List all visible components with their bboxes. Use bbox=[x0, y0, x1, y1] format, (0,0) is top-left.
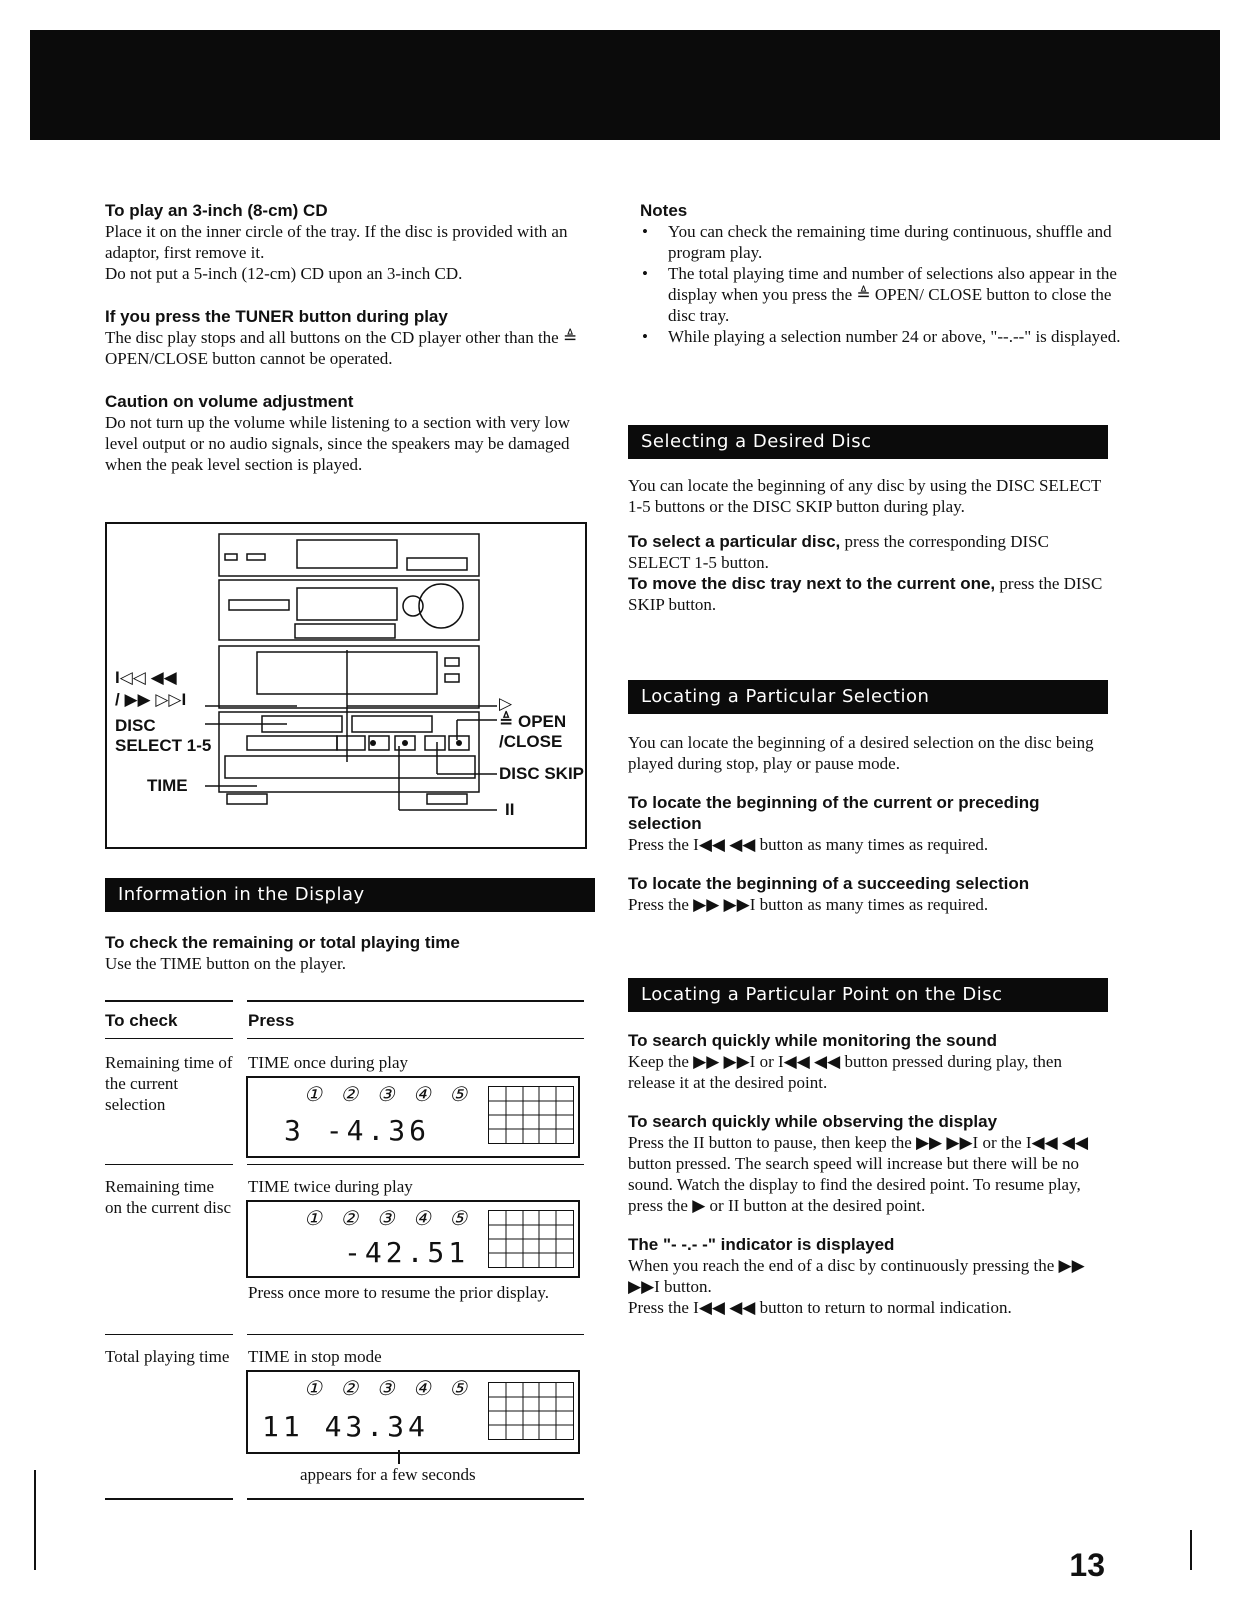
label-pause: II bbox=[505, 800, 515, 819]
heading-indicator: The "- -.- -" indicator is displayed bbox=[628, 1235, 895, 1254]
paragraph: Press the I◀◀ ◀◀ button as many times as required. bbox=[628, 835, 989, 854]
lcd-digits: 3 -4.36 bbox=[284, 1114, 431, 1147]
inline-heading: To select a particular disc, bbox=[628, 532, 841, 551]
paragraph: Do not turn up the volume while listening to a section with very low level output or no audio signals, since the speakers may be damaged when the peak level section is played. bbox=[105, 413, 571, 474]
right-column bbox=[640, 200, 1130, 347]
table-rule-bottom bbox=[247, 1498, 584, 1500]
table-rule-top bbox=[247, 1000, 584, 1002]
paragraph: Do not put a 5-inch (12-cm) CD upon an 3-inch CD. bbox=[105, 264, 463, 283]
section-bar-info: Information in the Display bbox=[105, 878, 595, 912]
table-cell-check: Total playing time bbox=[105, 1347, 230, 1366]
heading-locate-succeeding: To locate the beginning of a succeeding selection bbox=[628, 874, 1030, 893]
paragraph bbox=[628, 573, 1108, 615]
section-bar-locate-selection: Locating a Particular Selection bbox=[628, 680, 1108, 714]
paragraph: Use the TIME button on the player. bbox=[105, 954, 346, 973]
table-rule bbox=[247, 1334, 584, 1335]
heading-remaining-time: To check the remaining or total playing time bbox=[105, 933, 460, 952]
lcd-display-1 bbox=[246, 1076, 580, 1158]
disc-indicators: ① ② ③ ④ ⑤ bbox=[304, 1206, 474, 1230]
label-play: ▷ bbox=[499, 694, 513, 713]
table-cell-press: TIME once during play bbox=[248, 1053, 409, 1072]
label-time: TIME bbox=[147, 776, 188, 795]
heading-notes: Notes bbox=[640, 201, 688, 220]
table-rule bbox=[247, 1038, 584, 1039]
info-section bbox=[105, 878, 595, 974]
margin-line bbox=[34, 1470, 36, 1570]
heading-search-display: To search quickly while observing the display bbox=[628, 1112, 998, 1131]
paragraph bbox=[628, 531, 1108, 573]
callout-line bbox=[398, 1450, 400, 1464]
table-cell-press: TIME twice during play bbox=[248, 1177, 413, 1196]
paragraph: Press the I◀◀ ◀◀ button to return to normal indication. bbox=[628, 1298, 1012, 1317]
heading-search-sound: To search quickly while monitoring the sound bbox=[628, 1031, 998, 1050]
table-note: Press once more to resume the prior display. bbox=[248, 1283, 550, 1302]
table-rule bbox=[105, 1334, 233, 1335]
table-cell-press: TIME in stop mode bbox=[248, 1347, 382, 1366]
label-next: / ▶▶ ▷▷I bbox=[115, 690, 187, 709]
heading-caution: Caution on volume adjustment bbox=[105, 392, 354, 411]
table-rule-bottom bbox=[105, 1498, 233, 1500]
page-number: 13 bbox=[1069, 1547, 1105, 1583]
label-open: ≜ OPEN bbox=[499, 712, 567, 731]
heading-tuner: If you press the TUNER button during play bbox=[105, 307, 448, 326]
disc-indicators: ① ② ③ ④ ⑤ bbox=[304, 1082, 474, 1106]
track-grid bbox=[488, 1382, 574, 1440]
table-rule-top bbox=[105, 1000, 233, 1002]
inline-text: press the DISC SKIP button. bbox=[628, 574, 1103, 614]
heading-3inch-cd: To play an 3-inch (8-cm) CD bbox=[105, 201, 328, 220]
header-bar bbox=[30, 30, 1220, 140]
inline-heading: To move the disc tray next to the current one, bbox=[628, 574, 996, 593]
select-disc-section bbox=[628, 425, 1108, 615]
lcd-digits: -42.51 bbox=[344, 1236, 470, 1269]
note-item: • You can check the remaining time during continuous, shuffle and program play. bbox=[640, 221, 1130, 263]
heading-locate-current: To locate the beginning of the current or preceding selection bbox=[628, 793, 1040, 833]
player-diagram bbox=[105, 522, 587, 849]
track-grid bbox=[488, 1210, 574, 1268]
player-illustration bbox=[107, 524, 585, 847]
lcd-display-3 bbox=[246, 1370, 580, 1454]
track-grid bbox=[488, 1086, 574, 1144]
section-bar-select-disc: Selecting a Desired Disc bbox=[628, 425, 1108, 459]
locate-selection-section bbox=[628, 680, 1108, 915]
label-prev: I◁◁ ◀◀ bbox=[115, 668, 177, 687]
table-rule bbox=[105, 1038, 233, 1039]
lcd-display-2 bbox=[246, 1200, 580, 1278]
margin-line bbox=[1190, 1530, 1192, 1570]
table-rule bbox=[247, 1164, 584, 1165]
notes-list bbox=[640, 221, 1130, 347]
label-close: /CLOSE bbox=[499, 732, 563, 751]
table-header-check: To check bbox=[105, 1011, 178, 1030]
table-rule bbox=[105, 1164, 233, 1165]
lcd-digits: 11 43.34 bbox=[262, 1410, 429, 1443]
paragraph: Press the II button to pause, then keep the ▶▶ ▶▶I or the I◀◀ ◀◀ button pressed. The search speed will increase but there will be no sound. Watch the display to find the desired point. To resume play, press the ▶ or II button at the desired point. bbox=[628, 1133, 1089, 1215]
paragraph: Press the ▶▶ ▶▶I button as many times as required. bbox=[628, 895, 989, 914]
left-column bbox=[105, 200, 585, 475]
paragraph: You can locate the beginning of any disc by using the DISC SELECT 1-5 buttons or the DISC SKIP button during play. bbox=[628, 476, 1101, 516]
paragraph: Place it on the inner circle of the tray. If the disc is provided with an adaptor, first remove it. bbox=[105, 222, 568, 262]
paragraph: When you reach the end of a disc by continuously pressing the ▶▶ ▶▶I button. bbox=[628, 1256, 1085, 1296]
paragraph: The disc play stops and all buttons on the CD player other than the ≜ OPEN/CLOSE button cannot be operated. bbox=[105, 328, 578, 368]
table-cell-check: Remaining time of the current selection bbox=[105, 1053, 233, 1114]
table-header-press: Press bbox=[248, 1011, 295, 1030]
table-note: appears for a few seconds bbox=[300, 1465, 476, 1484]
paragraph: Keep the ▶▶ ▶▶I or I◀◀ ◀◀ button pressed during play, then release it at the desired point. bbox=[628, 1052, 1062, 1092]
disc-indicators: ① ② ③ ④ ⑤ bbox=[304, 1376, 474, 1400]
table-cell-check: Remaining time on the current disc bbox=[105, 1177, 232, 1217]
note-item: • While playing a selection number 24 or above, "--.--" is displayed. bbox=[640, 326, 1130, 347]
label-select: SELECT 1-5 bbox=[115, 736, 212, 755]
inline-text: press the corresponding DISC SELECT 1-5 button. bbox=[628, 532, 1049, 572]
label-disc: DISC bbox=[115, 716, 156, 735]
section-bar-locate-point: Locating a Particular Point on the Disc bbox=[628, 978, 1108, 1012]
label-disc-skip: DISC SKIP bbox=[499, 764, 585, 783]
locate-point-section bbox=[628, 978, 1108, 1318]
paragraph: You can locate the beginning of a desired selection on the disc being played during stop, play or pause mode. bbox=[628, 733, 1094, 773]
note-item: • The total playing time and number of selections also appear in the display when you press the ≜ OPEN/ CLOSE button to close the disc tray. bbox=[640, 263, 1130, 326]
